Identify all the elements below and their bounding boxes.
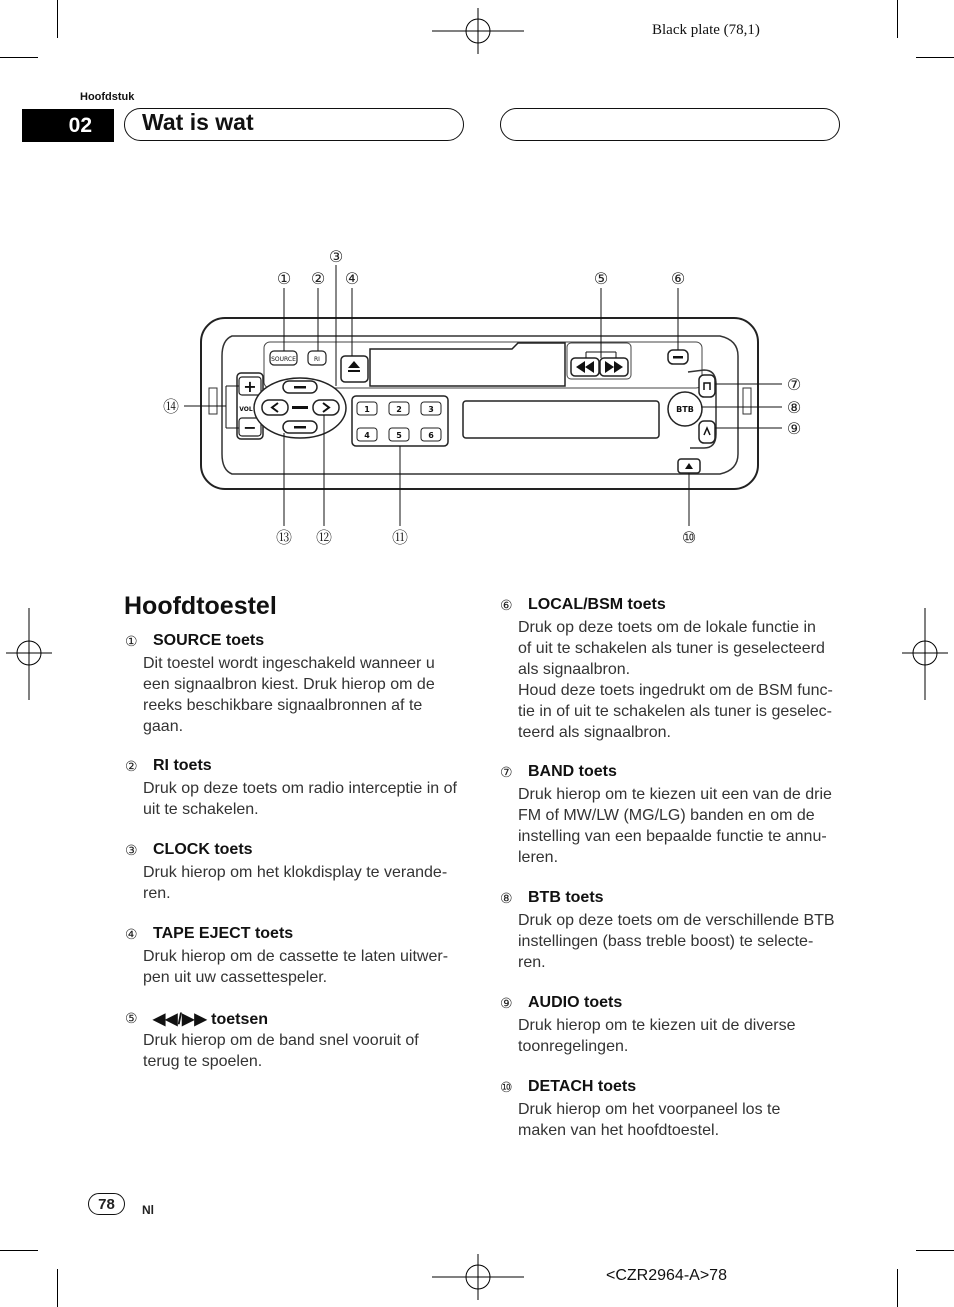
item-description: Druk op deze toets om radio interceptie in of uit te schakelen.: [143, 780, 457, 818]
item-number: ⑦: [500, 764, 513, 780]
chapter-number: 02: [22, 109, 114, 142]
callout-10: ⑩: [681, 528, 697, 547]
chapter-title: Wat is wat: [142, 109, 254, 135]
item-number: ⑩: [500, 1079, 513, 1095]
registration-mark-right: [902, 608, 948, 700]
registration-mark-top: [432, 8, 524, 54]
callout-1: ①: [276, 269, 292, 288]
item-description: Druk hierop om te kiezen uit een van de drie FM of MW/LW (MG/LG) banden en om de instelling van een bepaalde functie te annu- leren.: [518, 786, 832, 866]
callout-12: ⑫: [315, 528, 333, 547]
head-unit-diagram: [150, 240, 820, 560]
registration-mark-left: [6, 608, 52, 700]
preset-2: 2: [396, 405, 402, 414]
vol-label: VOL: [239, 406, 253, 413]
volume-up-label: +: [243, 377, 257, 396]
page-number: 78: [88, 1193, 125, 1215]
callout-7: ⑦: [786, 375, 802, 394]
audio-button[interactable]: [699, 421, 715, 443]
preset-3: 3: [428, 405, 434, 414]
callout-6: ⑥: [670, 269, 686, 288]
plate-label: Black plate (78,1): [652, 22, 760, 38]
item-label: ◀◀/▶▶ toetsen: [153, 1011, 269, 1028]
item-label: SOURCE toets: [153, 632, 265, 649]
registration-mark-bottom: [432, 1254, 524, 1300]
item-label: DETACH toets: [528, 1078, 637, 1095]
section-heading: Hoofdtoestel: [124, 592, 277, 620]
item-label: TAPE EJECT toets: [153, 925, 294, 942]
crop-mark: [57, 0, 58, 38]
item-label: BAND toets: [528, 763, 617, 780]
header-empty-box: [500, 108, 840, 141]
item-number: ⑤: [125, 1010, 138, 1026]
callout-9: ⑨: [786, 419, 802, 438]
preset-1: 1: [364, 405, 370, 414]
item-number: ④: [125, 926, 138, 942]
item-description: Dit toestel wordt ingeschakeld wanneer u een signaalbron kiest. Druk hierop om de reeks beschikbare signaalbronnen af te gaan.: [143, 655, 435, 735]
item-number: ①: [125, 633, 138, 649]
item-number: ②: [125, 758, 138, 774]
preset-4: 4: [364, 431, 370, 440]
ri-button-label: RI: [314, 356, 320, 363]
item-label: RI toets: [153, 757, 212, 774]
callout-11: ⑪: [391, 528, 409, 547]
callout-3: ③: [328, 247, 344, 266]
item-label: AUDIO toets: [528, 994, 623, 1011]
item-number: ⑧: [500, 890, 513, 906]
callout-14: ⑭: [162, 397, 180, 416]
chapter-label: Hoofdstuk: [80, 91, 135, 103]
callout-4: ④: [344, 269, 360, 288]
item-description: Druk hierop om te kiezen uit de diverse toonregelingen.: [518, 1017, 796, 1055]
crop-mark: [57, 1269, 58, 1307]
item-description: Druk op deze toets om de verschillende BTB instellingen (bass treble boost) te selecte- ren.: [518, 912, 835, 971]
item-number: ⑨: [500, 995, 513, 1011]
callout-13: ⑬: [275, 528, 293, 547]
callout-5: ⑤: [593, 269, 609, 288]
item-description: Druk hierop om het voorpaneel los te maken van het hoofdtoestel.: [518, 1101, 781, 1139]
crop-mark: [897, 0, 898, 38]
crop-mark: [0, 1250, 38, 1251]
crop-mark: [897, 1269, 898, 1307]
band-button[interactable]: [699, 375, 715, 397]
volume-down-label: −: [243, 418, 257, 437]
item-label: CLOCK toets: [153, 841, 253, 858]
callout-2: ②: [310, 269, 326, 288]
item-description: Druk op deze toets om de lokale functie in of uit te schakelen als tuner is geselecteerd als signaalbron. Houd deze toets ingedrukt om de BSM func- tie in of uit te schakelen als tuner is geselec- teerd als signaalbron.: [518, 619, 833, 741]
item-number: ③: [125, 842, 138, 858]
preset-6: 6: [428, 431, 434, 440]
language-code: Nl: [142, 1203, 154, 1217]
preset-5: 5: [396, 431, 402, 440]
item-description: Druk hierop om de cassette te laten uitwer- pen uit uw cassettespeler.: [143, 948, 449, 986]
item-label: LOCAL/BSM toets: [528, 596, 666, 613]
item-label: BTB toets: [528, 889, 604, 906]
right-button[interactable]: [313, 400, 339, 415]
item-description: Druk hierop om het klokdisplay te verande- ren.: [143, 864, 448, 902]
crop-mark: [916, 1250, 954, 1251]
item-number: ⑥: [500, 597, 513, 613]
btb-button-label: BTB: [676, 405, 694, 414]
document-code: <CZR2964-A>78: [606, 1267, 727, 1284]
item-description: Druk hierop om de band snel vooruit of terug te spoelen.: [143, 1032, 419, 1070]
source-button-label: SOURCE: [271, 356, 296, 363]
crop-mark: [0, 57, 38, 58]
crop-mark: [916, 57, 954, 58]
callout-8: ⑧: [786, 398, 802, 417]
left-button[interactable]: [262, 400, 288, 415]
eject-button[interactable]: [341, 356, 368, 382]
